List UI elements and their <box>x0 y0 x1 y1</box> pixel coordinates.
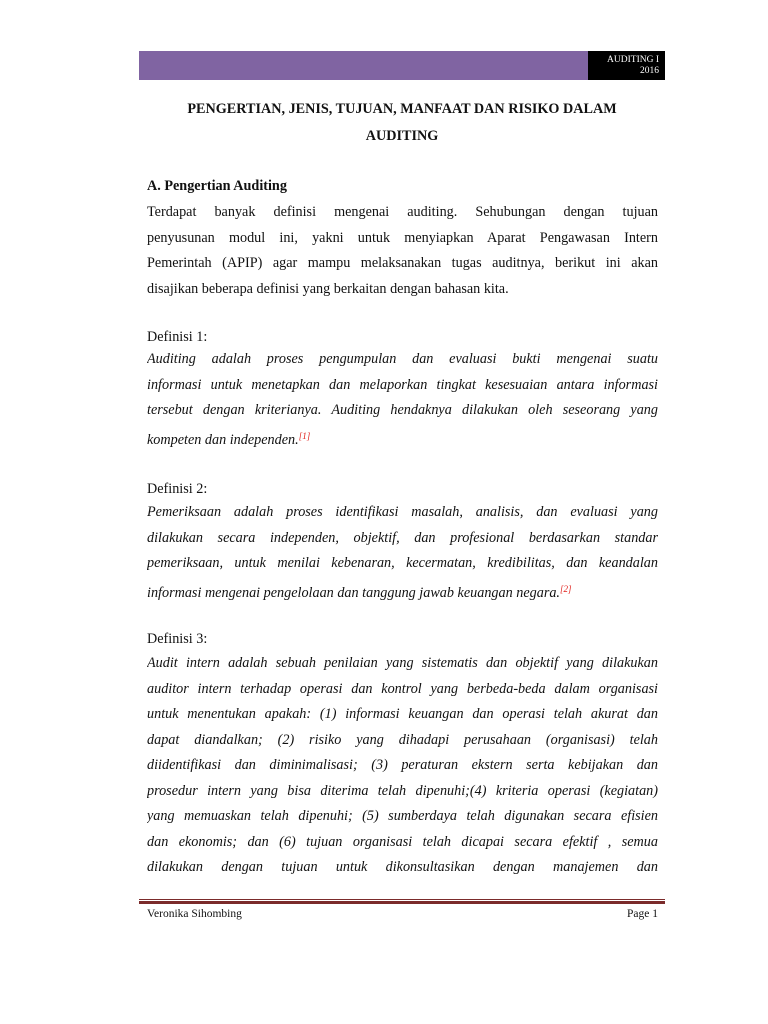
definition-line: untuk menentukan apakah: (1) informasi keuangan dan operasi telah akurat dan <box>147 706 658 722</box>
definition-line: tersebut dengan kriterianya. Auditing hendaknya dilakukan oleh seseorang yang <box>147 402 658 418</box>
intro-line: Pemerintah (APIP) agar mampu melaksanakan tugas auditnya, berikut ini akan <box>147 255 658 271</box>
definition-line: Audit intern adalah sebuah penilaian yang sistematis dan objektif yang dilakukan <box>147 655 658 671</box>
definition-1-text <box>147 347 658 449</box>
definition-line-text: kompeten dan independen. <box>147 431 299 448</box>
footer-rule-thin <box>139 899 665 900</box>
footer-page-number: Page 1 <box>627 908 658 920</box>
intro-line: disajikan beberapa definisi yang berkaitan dengan bahasan kita. <box>147 280 509 297</box>
header-course-title: AUDITING I <box>607 55 659 65</box>
intro-paragraph <box>147 200 658 302</box>
definition-line: Pemeriksaan adalah proses identifikasi masalah, analisis, dan evaluasi yang <box>147 504 658 520</box>
definition-line: diidentifikasi dan diminimalisasi; (3) peraturan ekstern serta kebijakan dan <box>147 757 658 773</box>
definition-line: pemeriksaan, untuk menilai kebenaran, kecermatan, kredibilitas, dan keandalan <box>147 555 658 571</box>
definition-line: dilakukan dengan tujuan untuk dikonsultasikan dengan manajemen dan <box>147 859 658 875</box>
definition-line-last <box>147 577 658 603</box>
definition-line: auditor intern terhadap operasi dan kontrol yang berbeda-beda dalam organisasi <box>147 680 658 697</box>
definition-line: yang memuaskan telah dipenuhi; (5) sumberdaya telah digunakan secara efisien <box>147 808 658 824</box>
definition-line: dilakukan secara independen, objektif, dan profesional berdasarkan standar <box>147 529 658 546</box>
footnote-link[interactable]: [2] <box>559 583 572 594</box>
footnote-link[interactable]: [1] <box>298 430 311 441</box>
definition-line: prosedur intern yang bisa diterima telah dipenuhi;(4) kriteria operasi (kegiatan) <box>147 782 658 799</box>
header-course-year: 2016 <box>640 66 659 76</box>
header-course-box <box>588 51 665 80</box>
definition-line: dan ekonomis; dan (6) tujuan organisasi telah dicapai secara efektif , semua <box>147 833 658 850</box>
definition-line: informasi untuk menetapkan dan melaporkan tingkat kesesuaian antara informasi <box>147 376 658 393</box>
definition-line-last <box>147 424 658 450</box>
page-title-line2: AUDITING <box>365 128 439 144</box>
definition-3-label: Definisi 3: <box>147 631 208 647</box>
definition-2-label: Definisi 2: <box>147 481 208 497</box>
section-heading: A. Pengertian Auditing <box>147 178 287 194</box>
intro-line: penyusunan modul ini, yakni untuk menyiapkan Aparat Pengawasan Intern <box>147 229 658 246</box>
definition-line: Auditing adalah proses pengumpulan dan evaluasi bukti mengenai suatu <box>147 351 658 367</box>
definition-2-text <box>147 500 658 602</box>
intro-line: Terdapat banyak definisi mengenai auditing. Sehubungan dengan tujuan <box>147 204 658 220</box>
page-title-line1: PENGERTIAN, JENIS, TUJUAN, MANFAAT DAN RISIKO DALAM <box>187 101 617 117</box>
definition-3-text <box>147 651 658 881</box>
definition-line: dapat diandalkan; (2) risiko yang dihadapi perusahaan (organisasi) telah <box>147 731 658 748</box>
header-accent-band <box>139 51 588 80</box>
footer-author: Veronika Sihombing <box>147 908 242 920</box>
definition-line-text: informasi mengenai pengelolaan dan tanggung jawab keuangan negara. <box>147 584 560 601</box>
definition-1-label: Definisi 1: <box>147 329 208 345</box>
footer-rule-thick <box>139 901 665 904</box>
